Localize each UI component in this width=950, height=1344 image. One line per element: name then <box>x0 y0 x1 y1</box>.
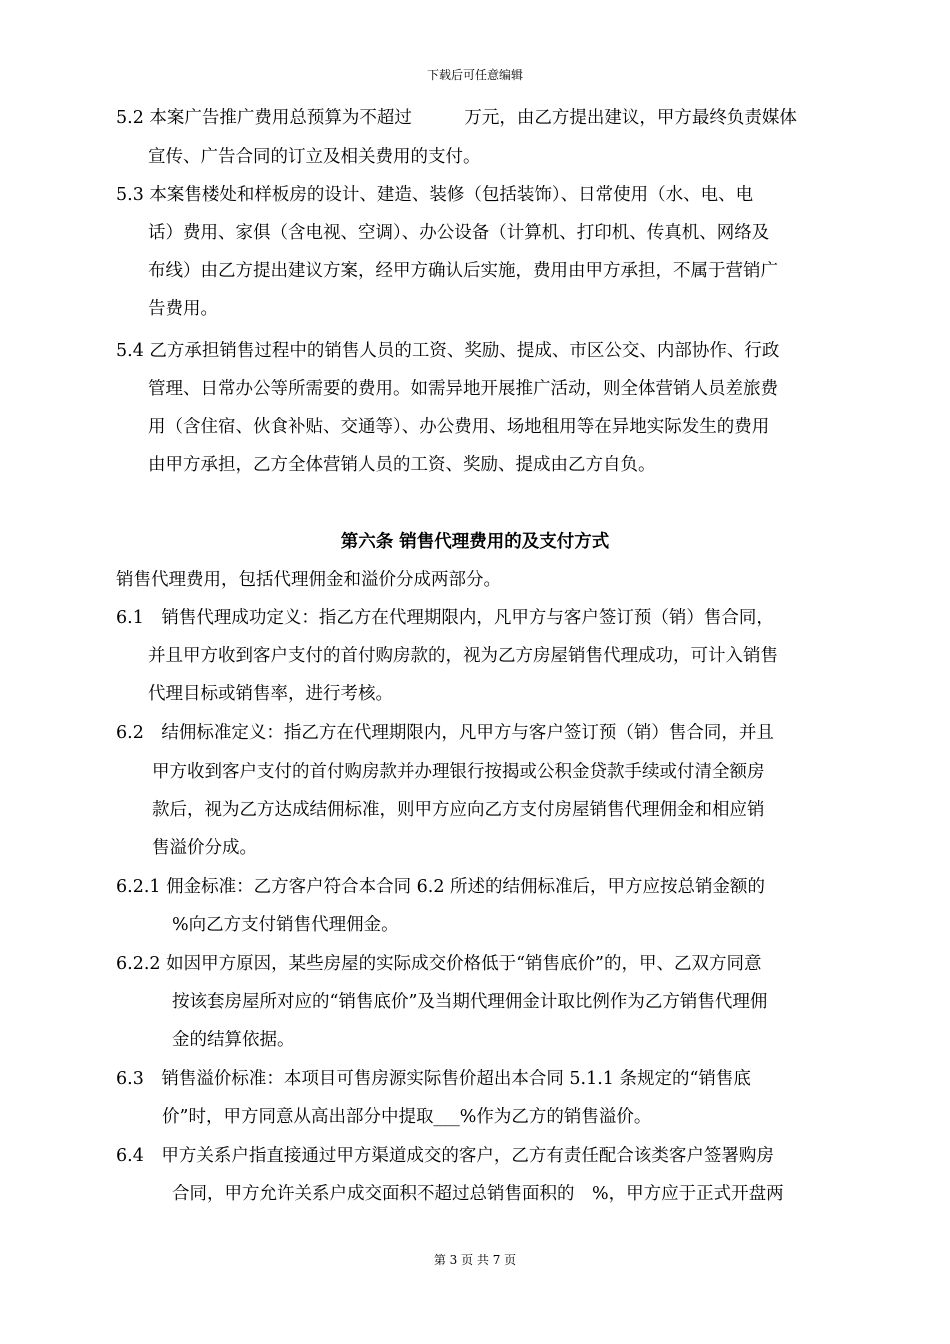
clause-6-2-line-1: 6.2 结佣标准定义：指乙方在代理期限内，凡甲方与客户签订预（销）售合同，并且 <box>116 723 774 743</box>
clause-6-2-1-line-1: 6.2.1 佣金标准：乙方客户符合本合同 6.2 所述的结佣标准后，甲方应按总销金额的 <box>116 877 766 897</box>
clause-6-1-line-3: 代理目标或销售率，进行考核。 <box>148 684 393 704</box>
page-header: 下载后可任意编辑 <box>426 68 523 82</box>
clause-5-4-line-2: 管理、日常办公等所需要的费用。如需异地开展推广活动，则全体营销人员差旅费 <box>148 379 778 399</box>
clause-5-3-line-3: 布线）由乙方提出建议方案，经甲方确认后实施，费用由甲方承担，不属于营销广 <box>148 261 778 281</box>
section-heading-article-6: 第六条 销售代理费用的及支付方式 <box>340 532 610 552</box>
page-footer: 第 3 页 共 7 页 <box>433 1253 517 1267</box>
article-6-intro: 销售代理费用，包括代理佣金和溢价分成两部分。 <box>116 570 501 590</box>
clause-6-3-line-2: 价”时，甲方同意从高出部分中提取___%作为乙方的销售溢价。 <box>162 1107 652 1127</box>
clause-6-3-line-1: 6.3 销售溢价标准：本项目可售房源实际售价超出本合同 5.1.1 条规定的“销售底 <box>116 1069 751 1089</box>
clause-6-2-2-line-3: 金的结算依据。 <box>172 1030 295 1050</box>
clause-5-2-line-2: 宣传、广告合同的订立及相关费用的支付。 <box>148 147 481 167</box>
clause-5-3-line-4: 告费用。 <box>148 299 218 319</box>
clause-5-4-line-4: 由甲方承担，乙方全体营销人员的工资、奖励、提成由乙方自负。 <box>148 455 656 475</box>
clause-5-3-line-2: 话）费用、家俱（含电视、空调）、办公设备（计算机、打印机、传真机、网络及 <box>148 223 770 243</box>
clause-5-2-line-1: 5.2 本案广告推广费用总预算为不超过 万元，由乙方提出建议，甲方最终负责媒体 <box>116 108 797 128</box>
clause-6-1-line-2: 并且甲方收到客户支付的首付购房款的，视为乙方房屋销售代理成功，可计入销售 <box>148 646 778 666</box>
clause-6-2-line-2: 甲方收到客户支付的首付购房款并办理银行按揭或公积金贷款手续或付清全额房 <box>152 762 765 782</box>
clause-6-2-line-3: 款后，视为乙方达成结佣标准，则甲方应向乙方支付房屋销售代理佣金和相应销 <box>152 800 765 820</box>
clause-5-4-line-3: 用（含住宿、伙食补贴、交通等）、办公费用、场地租用等在异地实际发生的费用 <box>148 417 770 437</box>
clause-5-4-line-1: 5.4 乙方承担销售过程中的销售人员的工资、奖励、提成、市区公交、内部协作、行政 <box>116 341 780 361</box>
clause-6-1-line-1: 6.1 销售代理成功定义：指乙方在代理期限内，凡甲方与客户签订预（销）售合同， <box>116 608 774 628</box>
clause-6-4-line-1: 6.4 甲方关系户指直接通过甲方渠道成交的客户，乙方有责任配合该类客户签署购房 <box>116 1146 774 1166</box>
clause-6-2-2-line-2: 按该套房屋所对应的“销售底价”及当期代理佣金计取比例作为乙方销售代理佣 <box>172 992 768 1012</box>
clause-6-2-2-line-1: 6.2.2 如因甲方原因，某些房屋的实际成交价格低于“销售底价”的，甲、乙双方同意 <box>116 954 762 974</box>
clause-6-2-1-line-2: %向乙方支付销售代理佣金。 <box>172 915 399 935</box>
clause-6-2-line-4: 售溢价分成。 <box>152 838 257 858</box>
clause-5-3-line-1: 5.3 本案售楼处和样板房的设计、建造、装修（包括装饰）、日常使用（水、电、电 <box>116 185 754 205</box>
clause-6-4-line-2: 合同，甲方允许关系户成交面积不超过总销售面积的 %，甲方应于正式开盘两 <box>172 1184 784 1204</box>
